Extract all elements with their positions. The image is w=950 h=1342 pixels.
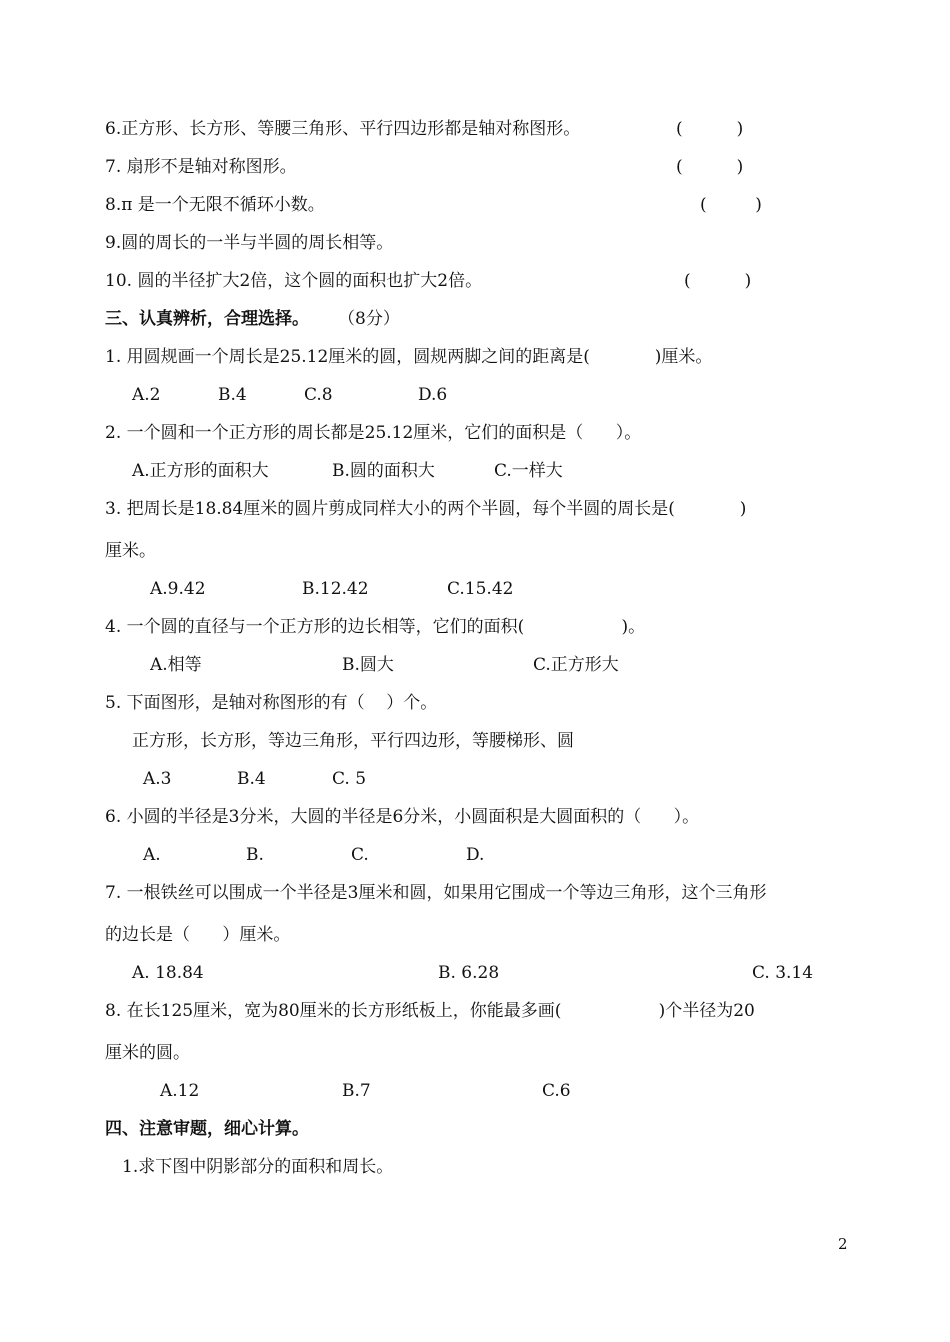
choice-question-2: 2. 一个圆和一个正方形的周长都是25.12厘米，它们的面积是（ ）。	[105, 423, 642, 443]
option: C.正方形大	[533, 655, 619, 675]
option: A.3	[143, 769, 172, 789]
option: C.8	[304, 385, 333, 405]
option: B.圆的面积大	[332, 461, 435, 481]
option: B.4	[237, 769, 266, 789]
option: C.一样大	[494, 461, 563, 481]
option: C. 3.14	[752, 963, 814, 983]
calc-question-1: 1.求下图中阴影部分的面积和周长。	[122, 1157, 394, 1177]
choice-question-3: 3. 把周长是18.84厘米的圆片剪成同样大小的两个半圆，每个半圆的周长是( )	[105, 499, 747, 519]
choice-question-5: 5. 下面图形，是轴对称图形的有（ ）个。	[105, 693, 438, 713]
answer-blank: ( )	[676, 157, 744, 177]
option: B.	[246, 845, 264, 865]
option: C.6	[542, 1081, 571, 1101]
choice-question-8: 8. 在长125厘米，宽为80厘米的长方形纸板上，你能最多画( )个半径为20	[105, 1001, 755, 1021]
option: D.	[466, 845, 485, 865]
section-4-title: 四、注意审题，细心计算。	[105, 1119, 309, 1139]
option: B.4	[218, 385, 247, 405]
option: B.圆大	[342, 655, 394, 675]
answer-blank: ( )	[676, 119, 744, 139]
option: A. 18.84	[132, 963, 204, 983]
judgement-item-8: 8.π 是一个无限不循环小数。	[105, 195, 325, 215]
choice-question-7-continued: 的边长是（ ）厘米。	[105, 925, 291, 945]
choice-question-4: 4. 一个圆的直径与一个正方形的边长相等，它们的面积( )。	[105, 617, 646, 637]
choice-question-8-continued: 厘米的圆。	[105, 1043, 190, 1063]
option: C. 5	[332, 769, 367, 789]
choice-question-6: 6. 小圆的半径是3分米，大圆的半径是6分米，小圆面积是大圆面积的（ ）。	[105, 807, 700, 827]
choice-question-3-continued: 厘米。	[105, 541, 156, 561]
option: A.12	[160, 1081, 200, 1101]
option: C.15.42	[447, 579, 514, 599]
section-3-score: （8分）	[338, 309, 400, 329]
option: A.相等	[150, 655, 202, 675]
option: A.9.42	[150, 579, 206, 599]
answer-blank: ( )	[700, 195, 762, 215]
judgement-item-7: 7. 扇形不是轴对称图形。	[105, 157, 297, 177]
section-3-title: 三、认真辨析，合理选择。	[105, 309, 309, 329]
option: A.	[143, 845, 161, 865]
answer-blank: ( )	[684, 271, 752, 291]
option: B.7	[342, 1081, 371, 1101]
judgement-item-10: 10. 圆的半径扩大2倍，这个圆的面积也扩大2倍。	[105, 271, 483, 291]
choice-question-7: 7. 一根铁丝可以围成一个半径是3厘米和圆，如果用它围成一个等边三角形，这个三角形	[105, 883, 767, 903]
option: A.2	[132, 385, 161, 405]
judgement-item-9: 9.圆的周长的一半与半圆的周长相等。	[105, 233, 394, 253]
option: C.	[351, 845, 369, 865]
option: A.正方形的面积大	[132, 461, 269, 481]
option: D.6	[418, 385, 448, 405]
choice-question-5-shapes: 正方形，长方形，等边三角形，平行四边形，等腰梯形、圆	[132, 731, 574, 751]
choice-question-1: 1. 用圆规画一个周长是25.12厘米的圆，圆规两脚之间的距离是( )厘米。	[105, 347, 713, 367]
page-number: 2	[838, 1235, 848, 1253]
judgement-item-6: 6.正方形、长方形、等腰三角形、平行四边形都是轴对称图形。	[105, 119, 581, 139]
option: B. 6.28	[438, 963, 500, 983]
option: B.12.42	[302, 579, 369, 599]
